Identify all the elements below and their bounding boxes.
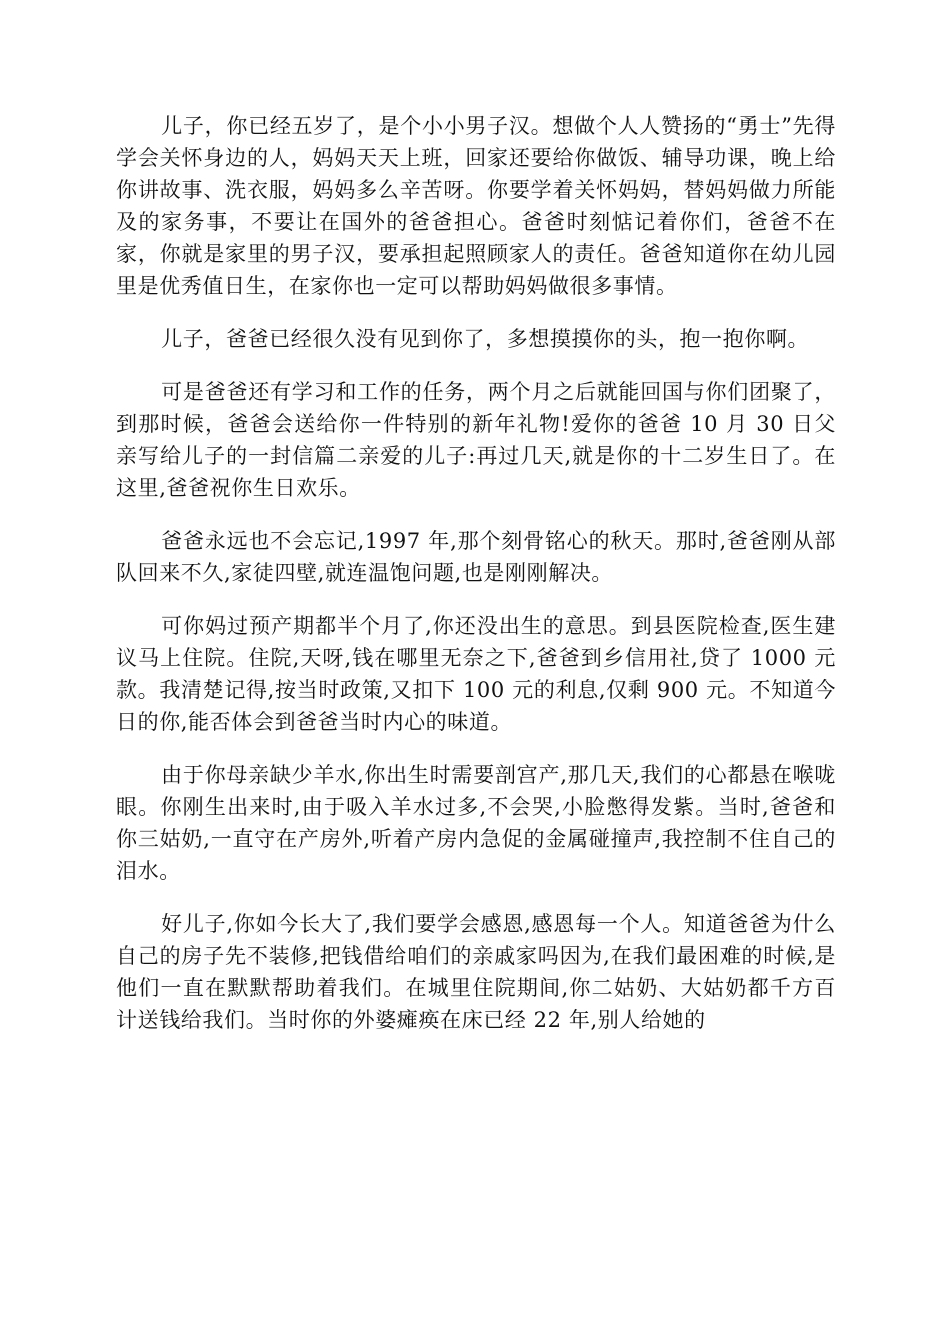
paragraph-1: 儿子，你已经五岁了，是个小小男子汉。想做个人人赞扬的“勇士”先得学会关怀身边的人，妈妈天天上班，回家还要给你做饭、辅导功课，晚上给你讲故事、洗衣服，妈妈多么辛苦呀。你要学着关怀妈妈，替妈妈做力所能及的家务事，不要让在国外的爸爸担心。爸爸时刻惦记着你们，爸爸不在家，你就是家里的男子汉，要承担起照顾家人的责任。爸爸知道你在幼儿园里是优秀值日生，在家你也一定可以帮助妈妈做很多事情。 [116,114,836,298]
letter-body [116,110,836,1057]
paragraph-2: 儿子，爸爸已经很久没有见到你了，多想摸摸你的头，抱一抱你啊。 [161,327,810,351]
paragraph-5: 可你妈过预产期都半个月了,你还没出生的意思。到县医院检查,医生建议马上住院。住院,天呀,钱在哪里无奈之下,爸爸到乡信用社,贷了 1000 元款。我清楚记得,按当时政策,又扣下 100 元的利息,仅剩 900 元。不知道今日的你,能否体会到爸爸当时内心的味道。 [116,614,836,734]
paragraph-3: 可是爸爸还有学习和工作的任务，两个月之后就能回国与你们团聚了，到那时候，爸爸会送给你一件特别的新年礼物!爱你的爸爸 10 月 30 日父亲写给儿子的一封信篇二亲爱的儿子:再过几天,就是你的十二岁生日了。在这里,爸爸祝你生日欢乐。 [116,380,836,500]
paragraph-4: 爸爸永远也不会忘记,1997 年,那个刻骨铭心的秋天。那时,爸爸刚从部队回来不久,家徒四壁,就连温饱问题,也是刚刚解决。 [116,529,836,585]
paragraph-6: 由于你母亲缺少羊水,你出生时需要剖宫产,那几天,我们的心都悬在喉咙眼。你刚生出来时,由于吸入羊水过多,不会哭,小脸憋得发紫。当时,爸爸和你三姑奶,一直守在产房外,听着产房内急促的金属碰撞声,我控制不住自己的泪水。 [116,763,836,883]
paragraph-7: 好儿子,你如今长大了,我们要学会感恩,感恩每一个人。知道爸爸为什么自己的房子先不装修,把钱借给咱们的亲戚家吗因为,在我们最困难的时候,是他们一直在默默帮助着我们。在城里住院期间,你二姑奶、大姑奶都千方百计送钱给我们。当时你的外婆瘫痪在床已经 22 年,别人给她的 [116,912,836,1032]
